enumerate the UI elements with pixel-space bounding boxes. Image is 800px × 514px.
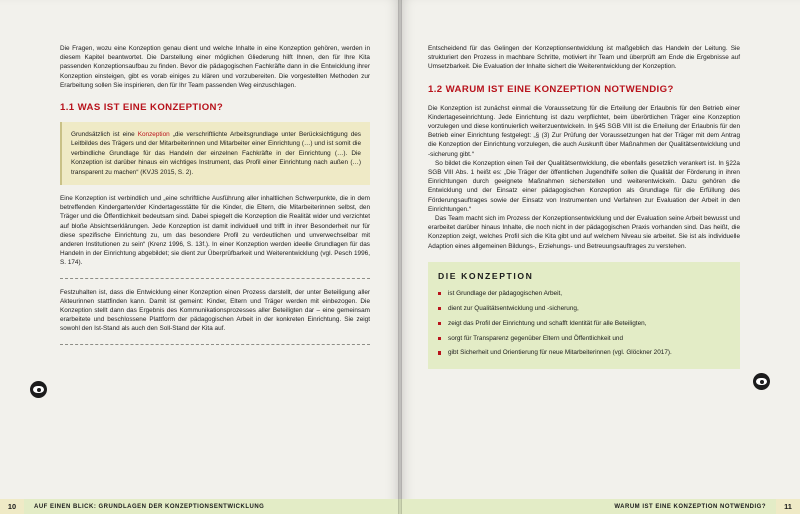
list-item: gibt Sicherheit und Orientierung für neue Mitarbeiterinnen (vgl. Glöckner 2017). xyxy=(438,348,730,357)
right-running-head-bar xyxy=(400,499,776,514)
right-paragraph-1: Die Konzeption ist zunächst einmal die Voraussetzung für die Erteilung der Erlaubnis für den Betrieb einer Kindertageseinrichtung. Jede Einrichtung ist dazu verpflichtet, beim überörtlichen Träger eine Konzeption vorzulegen und diese kontinuierlich weiterzuentwickeln. In §45 SGB VIII ist die Erteilung der Erlaubnis für den Betrieb einer Einrichtung festgelegt: „§ (3) Zur Prüfung der Voraussetzungen hat der Träger mit dem Antrag die Konzeption der Einrichtung vorzulegen, die auch Auskunft über Maßnahmen der Qualitätsentwicklung und -sicherung gibt.“ xyxy=(428,104,740,158)
page-right-footer xyxy=(400,492,800,514)
quote-accent-word: Konzeption xyxy=(137,131,170,139)
eye-icon xyxy=(30,381,47,398)
list-item: sorgt für Transparenz gegenüber Eltern und Öffentlichkeit und xyxy=(438,334,730,343)
left-paragraph-2: Festzuhalten ist, dass die Entwicklung einer Konzeption einen Prozess darstellt, der unter Beteiligung aller Akteurinnen stattfinden kann. Damit ist gemeint: Kinder, Eltern und Träger werden mit einbezogen. Die Konzeption stellt dann das Ergebnis des Kommunikationsprozesses aller Beteiligten dar – eine gemeinsam erarbeitete und beschlossene Plattform der pädagogischen Arbeit in der konkreten Einrichtung. Sie zeigt sowohl den Ist-Stand als auch den Soll-Stand der Kita auf. xyxy=(60,288,370,333)
heading-1-2-text: WARUM IST EINE KONZEPTION NOTWENDIG? xyxy=(445,83,674,95)
page-right xyxy=(400,0,800,514)
left-page-number: 10 xyxy=(0,499,24,514)
left-running-head-bar xyxy=(24,499,400,514)
heading-1-1-number: 1.1 xyxy=(60,102,75,114)
list-item: zeigt das Profil der Einrichtung und schafft Identität für alle Beteiligten, xyxy=(438,319,730,328)
right-paragraph-2: So bildet die Konzeption einen Teil der Qualitätsentwicklung, die ebenfalls gesetzlich verankert ist. In §22a SGB VIII Abs. 1 heißt es: „Die Träger der öffentlichen Jugendhilfe sollen die Qualität der Förderung in ihren Einrichtungen durch geeignete Maßnahmen sicherstellen und weiterentwickeln. Dazu gehören die Entwicklung und der Einsatz einer pädagogischen Konzeption als Grundlage für die Erfüllung des Förderungsauftrages sowie der Einsatz von Instrumenten und Verfahren zur Evaluation der Arbeit in den Einrichtungen.“ xyxy=(428,159,740,213)
list-item: dient zur Qualitätsentwicklung und -sicherung, xyxy=(438,304,730,313)
green-box-title: DIE KONZEPTION xyxy=(438,270,534,281)
right-running-head: WARUM IST EINE KONZEPTION NOTWENDIG? xyxy=(614,503,766,510)
eye-icon-sclera xyxy=(33,386,44,393)
page-left-content xyxy=(60,44,370,478)
left-intro-paragraph: Die Fragen, wozu eine Konzeption genau dient und welche Inhalte in eine Konzeption gehören, werden in diesem Kapitel beantwortet. Die Darstellung einer möglichen Gliederung hilft Ihnen, den für Ihre Kita passenden Konzeptionsaufbau zu finden. Bevor die pädagogischen Fachkräfte dann in die Entwicklung ihrer Konzeption einsteigen, gibt es vorab einiges zu klären und vorzubereiten. Die vorgestellten Methoden zur Erarbeitung sollen Sie inspirieren, den für Ihr Team passenden Weg einzuschlagen. xyxy=(60,45,370,89)
heading-1-1 xyxy=(60,102,370,113)
right-paragraph-3: Das Team macht sich im Prozess der Konzeptionsentwicklung und der Evaluation seine Arbeit bewusst und erarbeitet darüber hinaus Inhalte, die noch nicht in der pädagogischen Praxis vorhanden sind. Das heißt, die Konzeption zeigt, welches Profil sich die Kita gibt und auf welchem Niveau sie arbeitet. Sie ist als individuelle Adaption eines allgemeinen Bildungs-, Erziehungs- und Betreuungsauftrages zu verstehen. xyxy=(428,215,740,250)
eye-icon-pupil xyxy=(760,380,764,384)
definition-quote-box xyxy=(60,122,370,185)
page-right-content xyxy=(428,44,740,478)
right-page-number: 11 xyxy=(776,499,800,514)
list-item: ist Grundlage der pädagogischen Arbeit, xyxy=(438,289,730,298)
summary-green-box xyxy=(428,262,740,369)
heading-1-2 xyxy=(428,84,740,95)
dashed-divider-bottom xyxy=(60,344,370,345)
dashed-divider-top xyxy=(60,278,370,279)
green-box-list xyxy=(438,289,730,358)
eye-icon xyxy=(753,373,770,390)
book-gutter xyxy=(398,0,402,514)
left-running-head: AUF EINEN BLICK: GRUNDLAGEN DER KONZEPTIONSENTWICKLUNG xyxy=(34,503,265,510)
eye-icon-sclera xyxy=(756,378,767,385)
heading-1-2-number: 1.2 xyxy=(428,83,443,95)
page-left-footer xyxy=(0,492,400,514)
definition-quote-text xyxy=(71,130,361,177)
quote-lead-in: Grundsätzlich ist eine xyxy=(71,131,138,139)
heading-1-1-text: WAS IST EINE KONZEPTION? xyxy=(77,102,224,114)
quote-remainder: „die verschriftlichte Arbeitsgrundlage unter Berücksichtigung des Leitbildes des Trägers und der Mitarbeiterinnen und Mitarbeiter einer Einrichtung (…) und ist somit die verbindliche Grundlage für das Handeln der einzelnen Fachkräfte in der Einrichtung (…). Die Konzeption ist darüber hinaus ein wichtiges Instrument, das Profil einer Einrichtung nach außen (…) transparent zu machen“ (KVJS 2015, S. 2). xyxy=(71,131,361,176)
eye-icon-pupil xyxy=(37,388,41,392)
left-paragraph-1: Eine Konzeption ist verbindlich und „eine schriftliche Ausführung aller inhaltlichen Schwerpunkte, die in dem betreffenden Kindergarten/der Kindertagesstätte für die Kinder, die Eltern, die Mitarbeiterinnen selbst, den Träger und die Öffentlichkeit bedeutsam sind. Dabei spiegelt die Konzeption die Realität wider und verzichtet auf bloße Absichtserklärungen. Jede Konzeption ist damit individuell und trifft in ihrer Besonderheit nur für diese spezifische Einrichtung zu, um das besondere Profil zu verdeutlichen und unverwechselbar mit anderen Institutionen zu sein“ (Krenz 1996, S. 13f.). In einer Konzeption werden ideelle Grundlagen für das Handeln in der Einrichtung abgebildet; sie dient zur Überprüfbarkeit und Weiterentwicklung (vgl. Pesch 1996, S. 174). xyxy=(60,195,370,267)
right-intro-paragraph: Entscheidend für das Gelingen der Konzeptionsentwicklung ist maßgeblich das Handeln der Leitung. Sie strukturiert den Prozess in machbare Schritte, motiviert ihr Team und überprüft am Ende die Ergebnisse auf Umsetzbarkeit. Die Evaluation der Inhalte sichert die Weiterentwicklung der Konzeption. xyxy=(428,45,740,71)
